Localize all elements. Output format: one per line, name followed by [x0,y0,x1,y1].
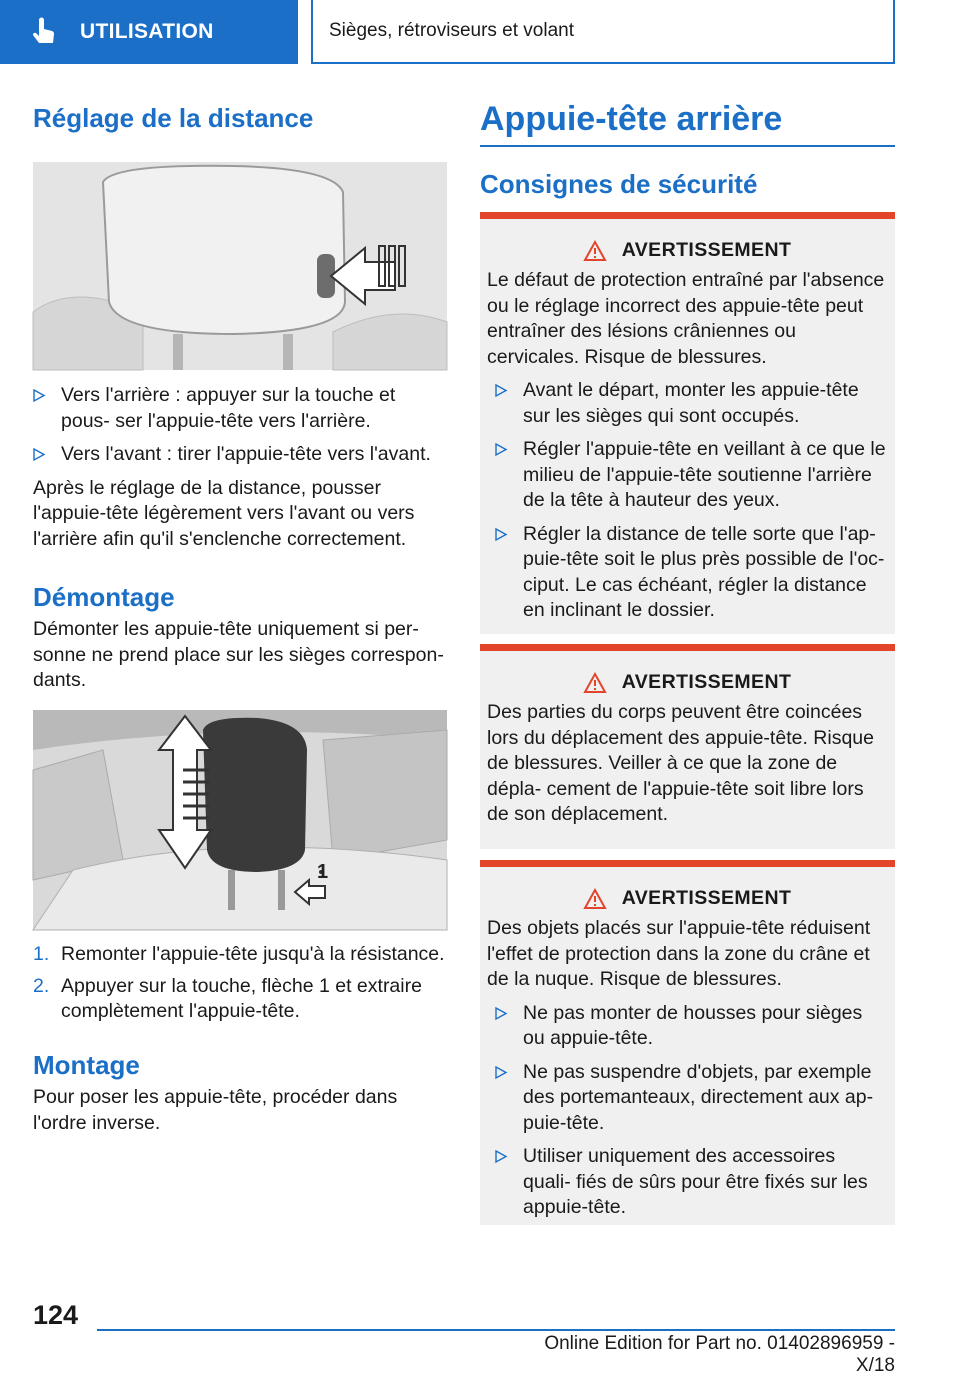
warning-box [480,212,895,634]
list-item: Régler l'appuie-tête en veillant à ce que le milieu de l'appuie-tête soutienne l'arrière de la tête à hauteur des yeux. [495,437,888,514]
warning-text: Des parties du corps peuvent être coincées lors du déplacement des appuie-tête. Risque de blessures. Veiller à ce que la zone de dépla‐ cement de l'appuie-tête soit libre lors de son déplacement. [487,701,874,825]
heading-safety: Consignes de sécurité [480,169,758,199]
triangle-bullet-icon [495,443,507,456]
warning-title: AVERTISSEMENT [487,887,888,910]
triangle-bullet-icon [33,389,45,402]
figure-headrest-distance [33,162,447,370]
edition-note: Online Edition for Part no. 01402896959 - X/18 [544,1333,895,1376]
list-item: Vers l'avant : tirer l'appuie-tête vers l'avant. [33,442,447,468]
footer-divider [97,1329,895,1331]
distance-paragraph: Après le réglage de la distance, pousser l'appuie-tête légèrement vers l'avant ou vers l'arrière afin qu'il s'enclenche correctement. [33,476,415,550]
heading-montage: Montage [33,1050,140,1080]
figure-headrest-removal [33,710,447,930]
heading-distance: Réglage de la distance [33,103,314,133]
triangle-bullet-icon [495,384,507,397]
page-title: Appuie-tête arrière [480,100,783,138]
warning-box [480,860,895,1225]
warning-title: AVERTISSEMENT [487,671,888,694]
section-montage [33,1050,447,1136]
demontage-paragraph: Démonter les appuie-tête uniquement si per‐ sonne ne prend place sur les sièges correspon‐ dants. [33,618,444,691]
page-number: 124 [33,1300,79,1330]
list-item: Utiliser uniquement des accessoires quali‐ fiés de sûrs pour être fixés sur les appuie-tête. [495,1144,888,1221]
callout-number: 1 [317,861,329,883]
list-item: 2. Appuyer sur la touche, flèche 1 et extraire complètement l'appuie-tête. [33,974,422,1022]
section-demontage [33,582,447,694]
list-item: Vers l'arrière : appuyer sur la touche et pous‐ ser l'appuie-tête vers l'arrière. [33,383,447,434]
distance-bullets [33,383,447,552]
warning-title: AVERTISSEMENT [487,239,888,262]
list-item: Ne pas suspendre d'objets, par exemple des portemanteaux, directement aux ap‐ puie-tête. [495,1060,888,1137]
section-label: UTILISATION [80,20,214,43]
section-rear-headrest [480,100,895,200]
heading-demontage: Démontage [33,582,175,612]
montage-paragraph: Pour poser les appuie-tête, procéder dans l'ordre inverse. [33,1086,398,1134]
list-item: 1. Remonter l'appuie-tête jusqu'à la résistance. [33,943,445,965]
triangle-bullet-icon [495,1007,507,1020]
warning-text: Le défaut de protection entraîné par l'absence ou le réglage incorrect des appuie-tête peut entraîner des lésions crâniennes ou cervicales. Risque de blessures. [487,269,885,368]
triangle-bullet-icon [495,1066,507,1079]
warning-box [480,644,895,849]
triangle-bullet-icon [495,528,507,541]
list-item: Régler la distance de telle sorte que l'ap‐ puie-tête soit le plus près possible de l'oc‐ ciput. Le cas échéant, régler la distance en inclinant le dossier. [495,522,888,624]
list-item: Ne pas monter de housses pour sièges ou appuie-tête. [495,1001,888,1052]
warning-triangle-icon [584,673,606,693]
title-divider [480,145,895,147]
list-item: Avant le départ, monter les appuie-tête sur les sièges qui sont occupés. [495,378,888,429]
hand-pointer-icon [30,18,56,46]
warning-triangle-icon [584,889,606,909]
warning-text: Des objets placés sur l'appuie-tête réduisent l'effet de protection dans la zone du crâne et de la nuque. Risque de blessures. [487,917,871,990]
section-tab [0,0,298,64]
warning-triangle-icon [584,241,606,261]
chapter-title: Sièges, rétroviseurs et volant [311,0,895,64]
triangle-bullet-icon [495,1150,507,1163]
demontage-steps [33,942,447,1025]
triangle-bullet-icon [33,448,45,461]
